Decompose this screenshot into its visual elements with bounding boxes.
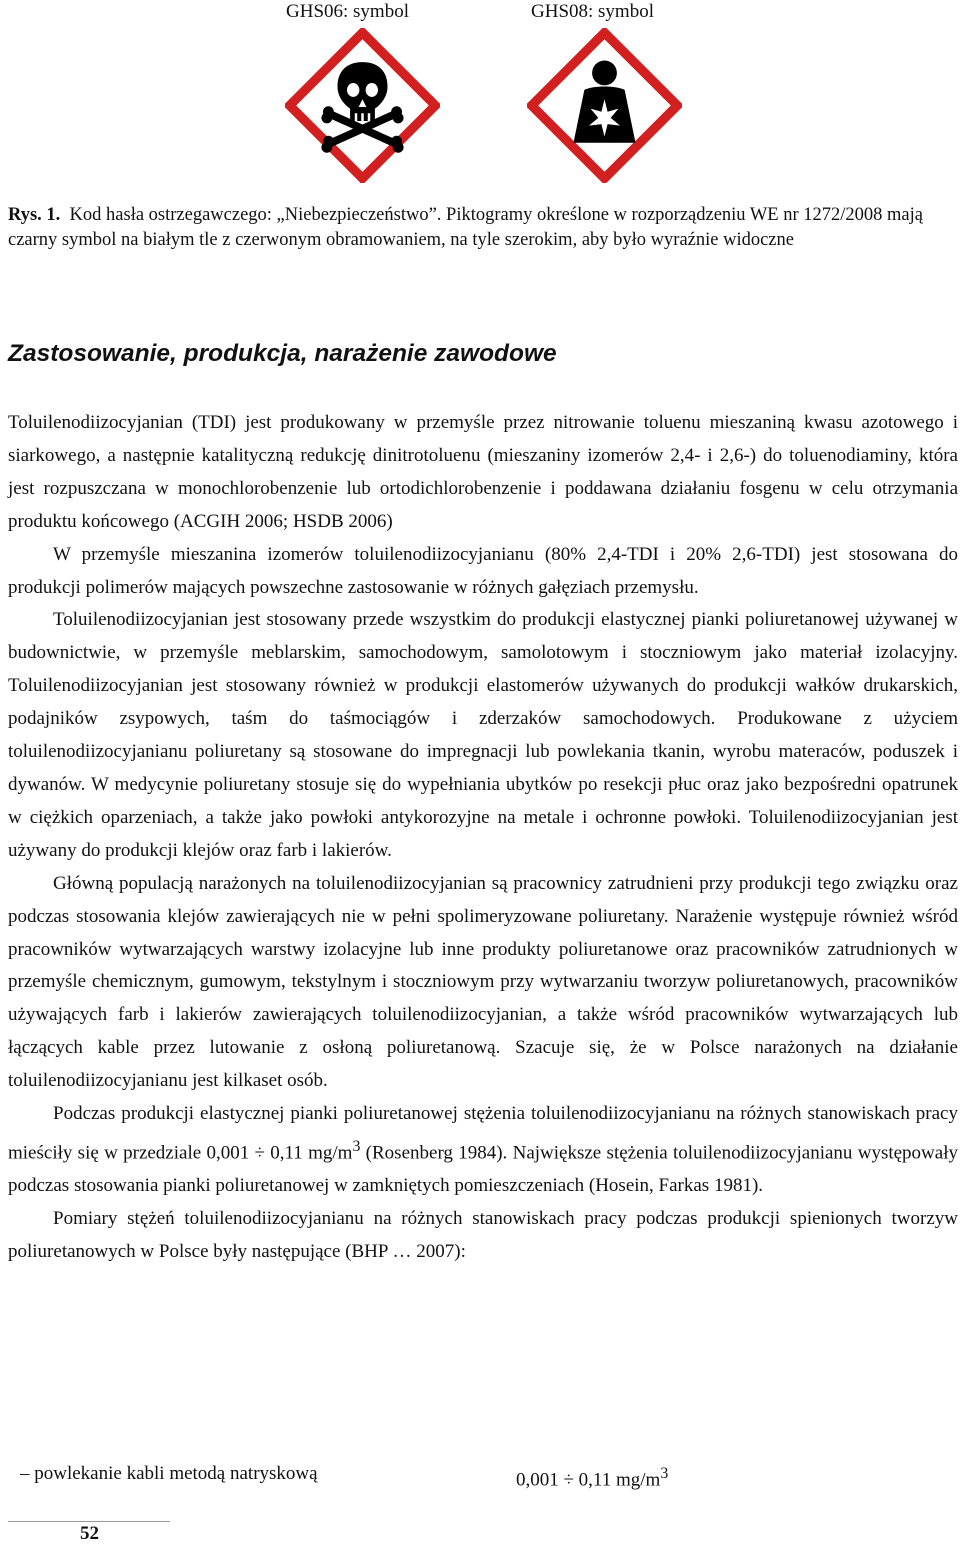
caption-text: Kod hasła ostrzegawczego: „Niebezpieczeństwo”. Piktogramy określone w rozporządzeniu WE nr 1272/2008 mają czarny symbol na białym tle z czerwonym obramowaniem, na tyle szerokim, aby było wyraźnie widoczne — [8, 205, 923, 250]
caption-prefix: Rys. 1. — [8, 205, 61, 225]
list-value — [516, 1459, 668, 1495]
body-text — [8, 407, 958, 1269]
paragraph-measurements — [8, 1098, 958, 1203]
skull-crossbones-icon — [285, 28, 440, 183]
list-item — [20, 1459, 669, 1491]
measure-text-after: (Rosenberg 1984). Największe stężenia toluilenodiizocyjanianu występowały podczas stosowania pianki poliuretanowej w zamkniętych pomieszczeniach (Hosein, Farkas 1981). — [8, 1142, 958, 1197]
measure-text-before: Podczas produkcji elastycznej pianki poliuretanowej stężenia toluilenodiizocyjanianu na różnych stanowiskach pracy mieściły się w przedziale 0,001 ÷ 0,11 mg/m — [8, 1103, 958, 1164]
footer-divider — [8, 1521, 170, 1522]
figure-caption — [8, 203, 958, 253]
list-dash: – — [20, 1463, 30, 1484]
list-value-sup: 3 — [660, 1465, 669, 1482]
pictogram-label-ghs08: GHS08: symbol — [531, 1, 654, 22]
section-heading: Zastosowanie, produkcja, narażenie zawodowe — [8, 340, 557, 367]
paragraph: Toluilenodiizocyjanian (TDI) jest produkowany w przemyśle przez nitrowanie toluenu mieszaniną kwasu azotowego i siarkowego, a następnie katalityczną redukcję dinitrotoluenu (mieszaniny izomerów 2,4- i 2,6-) do toluenodiaminy, która jest rozpuszczana w monochlorobenzenie lub ortodichlorobenzenie i poddawana działaniu fosgenu w celu otrzymania produktu końcowego (ACGIH 2006; HSDB 2006) — [8, 412, 958, 532]
paragraph: Główną populacją narażonych na toluilenodiizocyjanian są pracownicy zatrudnieni przy produkcji tego związku oraz podczas stosowania klejów zawierających nie w pełni spolimeryzowane poliuretany. Narażenie występuje również wśród pracowników wytwarzających warstwy izolacyjne lub inne produkty poliuretanowe oraz pracowników zatrudnionych w przemyśle chemicznym, gumowym, tekstylnym i stoczniowym przy wytwarzaniu tworzyw poliuretanowych, pracowników używających farb i lakierów zawierających toluilenodiizocyjanian, a także wśród pracowników wytwarzających lub łączących kable przez lutowanie z osłoną poliuretanową. Szacuje się, że w Polsce narażonych na działanie toluilenodiizocyjanianu jest kilkaset osób. — [8, 872, 958, 1092]
list-value-text: 0,001 ÷ 0,11 mg/m — [516, 1469, 661, 1491]
measure-sup: 3 — [352, 1137, 361, 1155]
list-label: powlekanie kabli metodą natryskową — [34, 1463, 318, 1484]
page-number: 52 — [80, 1523, 99, 1544]
paragraph: Toluilenodiizocyjanian jest stosowany przede wszystkim do produkcji elastycznej pianki poliuretanowej używanej w budownictwie, w przemyśle meblarskim, samochodowym, samolotowym i stoczniowym jako materiał izolacyjny. Toluilenodiizocyjanian jest stosowany również w produkcji elastomerów używanych do produkcji wałków drukarskich, podajników zsypowych, taśm do taśmociągów i zderzaków samochodowych. Produkowane z użyciem toluilenodiizocyjanianu poliuretany są stosowane do impregnacji lub powlekania tkanin, wyrobu materaców, poduszek i dywanów. W medycynie poliuretany stosuje się do wypełniania ubytków po resekcji płuc oraz jako bezpośredni opatrunek w ciężkich oparzeniach, a także jako powłoki antykorozyjne na metale i ochronne powłoki. Toluilenodiizocyjanian jest używany do produkcji klejów oraz farb i lakierów. — [8, 609, 958, 861]
health-hazard-icon — [527, 28, 682, 183]
paragraph-intro: Pomiary stężeń toluilenodiizocyjanianu na różnych stanowiskach pracy podczas produkcji spienionych tworzyw poliuretanowych w Polsce były następujące (BHP … 2007): — [8, 1208, 958, 1262]
pictogram-label-ghs06: GHS06: symbol — [286, 1, 409, 22]
paragraph: W przemyśle mieszanina izomerów toluilenodiizocyjanianu (80% 2,4-TDI i 20% 2,6-TDI) jest stosowana do produkcji polimerów mających powszechne zastosowanie w różnych gałęziach przemysłu. — [8, 543, 958, 598]
